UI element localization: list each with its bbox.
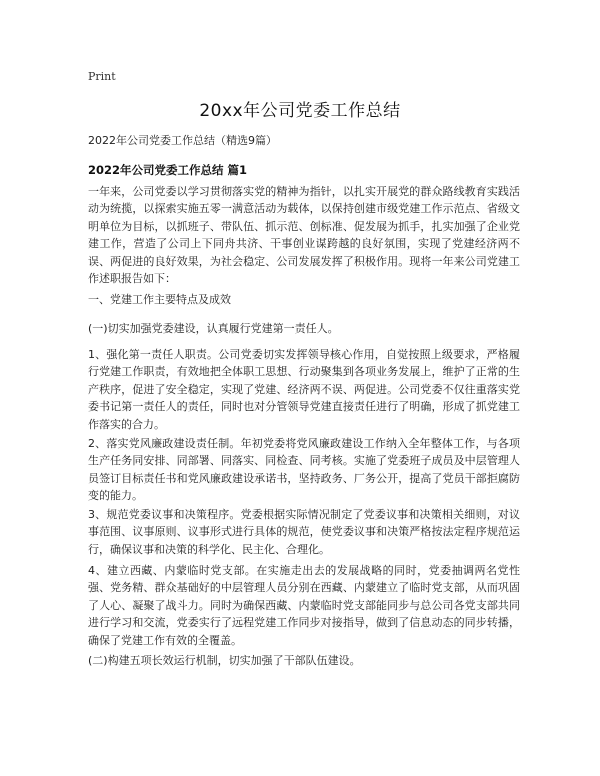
item-4-paragraph: 4、建立西藏、内蒙临时党支部。在实施走出去的发展战略的同时，党委抽调两名党性强、党务精、群众基础好的中层管理人员分别在西藏、内蒙建立了临时党支部，从而巩固了人心、凝聚了战斗力。同时为确保西藏、内蒙临时党支部能同步与总公司各党支部共同进行学习和交流，党委实行了远程党建工作同步对接指导，做到了信息动态的同步转播，确保了党建工作有效的全覆盖。: [88, 564, 520, 647]
item-3-paragraph: 3、规范党委议事和决策程序。党委根据实际情况制定了党委议事和决策相关细则，对议事范围、议事原则、议事形式进行具体的规范，使党委议事和决策严格按法定程序规范运行，确保议事和决策的科学化、民主化、合理化。: [88, 508, 520, 556]
print-label: Print: [88, 70, 116, 83]
document-subtitle: 2022年公司党委工作总结（精选9篇）: [88, 134, 277, 147]
item-2-paragraph: 2、落实党风廉政建设责任制。年初党委将党风廉政建设工作纳入全年整体工作，与各项生产任务同安排、同部署、同落实、同检查、同考核。实施了党委班子成员及中层管理人员签订目标责任书和党风廉政建设承诺书，坚持政务、厂务公开，提高了党员干部拒腐防变的能力。: [88, 437, 520, 503]
item-1-paragraph: 1、强化第一责任人职责。公司党委切实发挥领导核心作用，自觉按照上级要求，严格履行党建工作职责，有效地把全体职工思想、行动聚集到各项业务发展上，维护了正常的生产秩序，促进了安全稳定，实现了党建、经济两不误、两促进。公司党委不仅往重落实党委书记第一责任人的责任，同时也对分管领导党建直接责任进行了明确，形成了抓党建工作落实的合力。: [88, 348, 520, 431]
heading-two-sub: (二)构建五项长效运行机制，切实加强了干部队伍建设。: [88, 654, 361, 667]
heading-one: 一、党建工作主要特点及成效: [88, 293, 231, 306]
heading-one-sub: (一)切实加强党委建设，认真履行党建第一责任人。: [88, 322, 339, 335]
section-heading: 2022年公司党委工作总结 篇1: [88, 163, 248, 177]
document-title: 20xx年公司党委工作总结: [199, 101, 401, 121]
intro-paragraph: 一年来，公司党委以学习贯彻落实党的精神为指针，以扎实开展党的群众路线教育实践活动为统揽，以探索实施五零一满意活动为载体，以保持创建市级党建工作示范点、省级文明单位为目标，以抓班子、带队伍、抓示范、创标准、促发展为抓手，扎实加强了企业党建工作，营造了公司上下同舟共济、干事创业谋跨越的良好氛围，实现了党建经济两不误、两促进的良好效果，为社会稳定、公司发展发挥了积极作用。现将一年来公司党建工作述职报告如下：: [88, 185, 520, 286]
